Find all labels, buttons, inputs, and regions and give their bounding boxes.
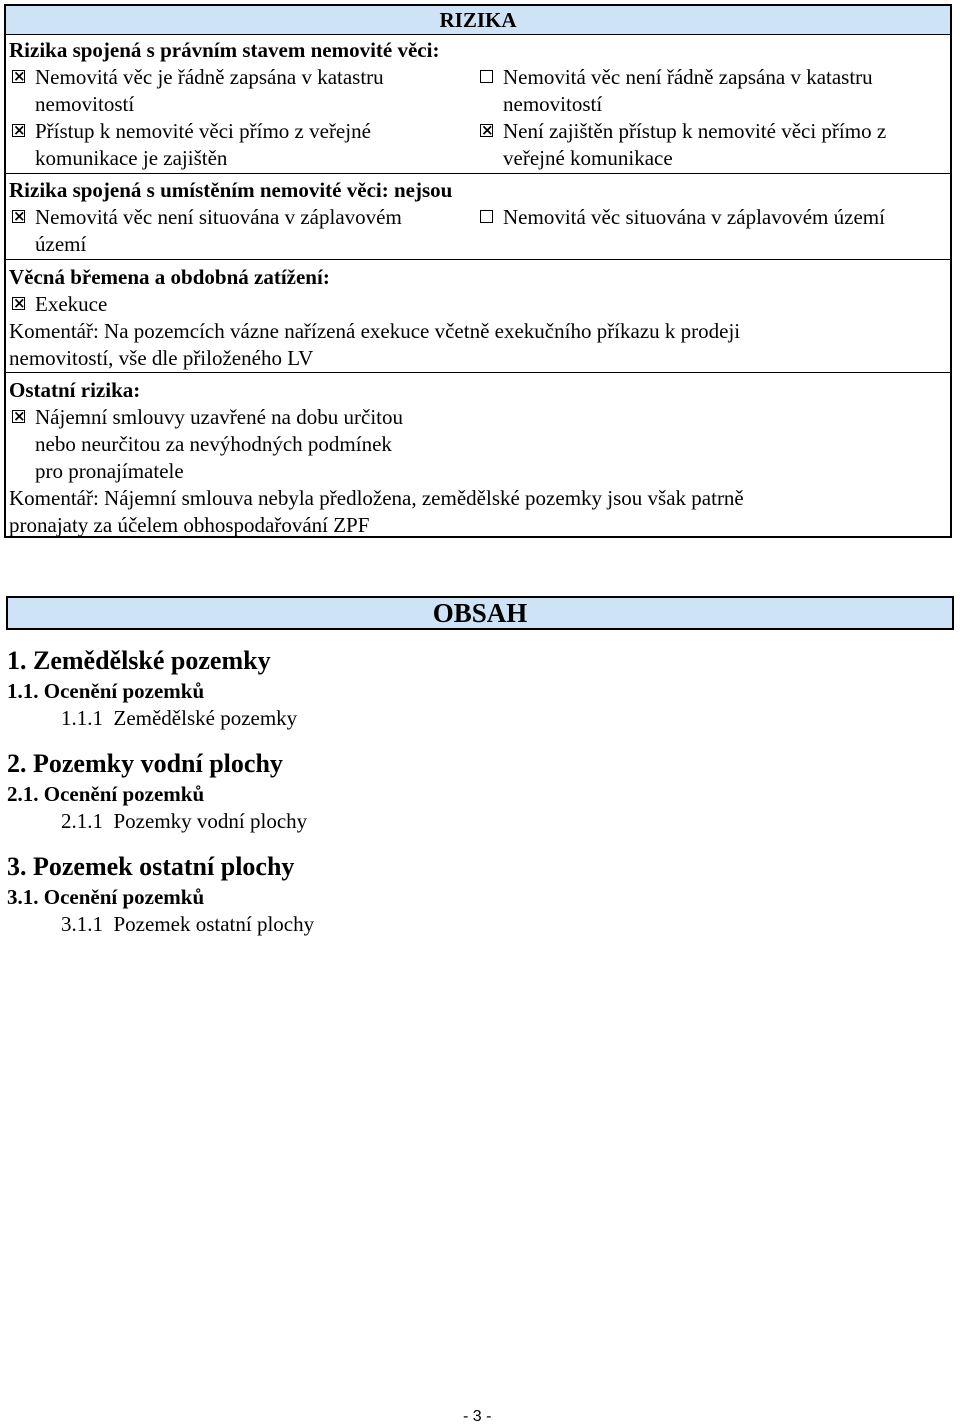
- toc-subsection-2-1: 2.1. Ocenění pozemků: [7, 782, 205, 806]
- location-left-line2: území: [35, 232, 87, 256]
- legal-left2-line1: Přístup k nemovité věci přímo z veřejné: [35, 119, 371, 143]
- divider: [6, 173, 950, 174]
- toc-item-3-1-1: 3.1.1 Pozemek ostatní plochy: [61, 912, 315, 936]
- other-item-line2: nebo neurčitou za nevýhodných podmínek: [35, 432, 392, 456]
- toc-section-3: 3. Pozemek ostatní plochy: [7, 852, 295, 881]
- checkbox-checked-icon: [12, 124, 25, 137]
- legal-left2-line2: komunikace je zajištěn: [35, 146, 228, 170]
- toc-section-2: 2. Pozemky vodní plochy: [7, 749, 283, 778]
- divider: [6, 372, 950, 373]
- checkbox-checked-icon: [480, 124, 493, 137]
- legal-left1-line1: Nemovitá věc je řádně zapsána v katastru: [35, 65, 384, 89]
- toc-item-2-1-1: 2.1.1 Pozemky vodní plochy: [61, 809, 308, 833]
- burdens-comment-line1: Komentář: Na pozemcích vázne nařízená exekuce včetně exekučního příkazu k prodeji: [9, 319, 741, 343]
- location-heading: Rizika spojená s umístěním nemovité věci: nejsou: [9, 178, 453, 202]
- checkbox-empty-icon: [480, 70, 493, 83]
- other-comment-line2: pronajaty za účelem obhospodařování ZPF: [9, 513, 370, 537]
- legal-right1-line2: nemovitostí: [503, 92, 603, 116]
- legal-left1-line2: nemovitostí: [35, 92, 135, 116]
- legal-right2-line1: Není zajištěn přístup k nemovité věci přímo z: [503, 119, 887, 143]
- toc-subsection-1-1: 1.1. Ocenění pozemků: [7, 679, 205, 703]
- toc-subsection-3-1: 3.1. Ocenění pozemků: [7, 885, 205, 909]
- toc-section-1: 1. Zemědělské pozemky: [7, 646, 271, 675]
- burdens-heading: Věcná břemena a obdobná zatížení:: [9, 265, 330, 289]
- checkbox-checked-icon: [12, 297, 25, 310]
- page-number: - 3 -: [463, 1408, 492, 1425]
- rizika-title: RIZIKA: [6, 6, 950, 35]
- checkbox-checked-icon: [12, 210, 25, 223]
- obsah-title: OBSAH: [432, 598, 528, 628]
- location-right-line1: Nemovitá věc situována v záplavovém území: [503, 205, 885, 229]
- legal-right1-line1: Nemovitá věc není řádně zapsána v katastru: [503, 65, 873, 89]
- legal-heading: Rizika spojená s právním stavem nemovité věci:: [9, 38, 440, 62]
- location-left-line1: Nemovitá věc není situována v záplavovém: [35, 205, 402, 229]
- other-item-line1: Nájemní smlouvy uzavřené na dobu určitou: [35, 405, 403, 429]
- checkbox-empty-icon: [480, 210, 493, 223]
- checkbox-checked-icon: [12, 410, 25, 423]
- toc-item-1-1-1: 1.1.1 Zemědělské pozemky: [61, 706, 298, 730]
- checkbox-checked-icon: [12, 70, 25, 83]
- other-comment-line1: Komentář: Nájemní smlouva nebyla předložena, zemědělské pozemky jsou však patrně: [9, 486, 744, 510]
- other-heading: Ostatní rizika:: [9, 378, 141, 402]
- burdens-comment-line2: nemovitostí, vše dle přiloženého LV: [9, 346, 314, 370]
- other-item-line3: pro pronajímatele: [35, 459, 184, 483]
- divider: [6, 259, 950, 260]
- burdens-item: Exekuce: [35, 292, 108, 316]
- legal-right2-line2: veřejné komunikace: [503, 146, 673, 170]
